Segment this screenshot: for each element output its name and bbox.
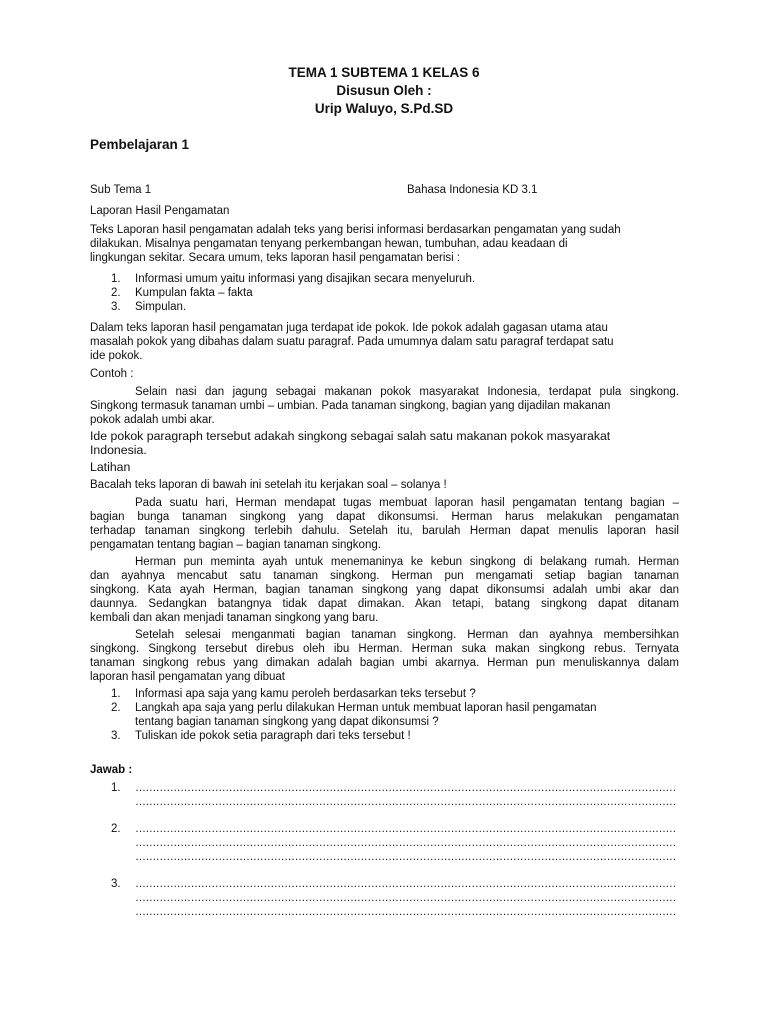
list-item-number: 3.: [111, 301, 121, 313]
answer-line[interactable]: …………………………………………………………………………………………………………………………………………: [135, 851, 676, 863]
ide-pokok-line-3: ide pokok.: [90, 350, 143, 362]
header-title: TEMA 1 SUBTEMA 1 KELAS 6: [288, 65, 480, 80]
answer-line[interactable]: …………………………………………………………………………………………………………………………………………: [135, 878, 676, 890]
list-item-number: 1.: [111, 273, 121, 285]
contoh-line-2: Singkong termasuk tanaman umbi – umbian. Pada tanaman singkong, bagian yang dijadilan makanan: [90, 400, 611, 412]
list-item-text: Informasi umum yaitu informasi yang disajikan secara menyeluruh.: [135, 273, 476, 285]
story-p2-line-3: singkong. Kata ayah Herman, bagian tanaman singkong yang dapat dikonsumsi adalah umbi akar dan: [90, 584, 679, 596]
answer-number: 1.: [111, 782, 121, 794]
question-number: 3.: [111, 730, 121, 742]
list-item-number: 2.: [111, 287, 121, 299]
intro-line-2: dilakukan. Misalnya pengamatan tenyang perkembangan hewan, tumbuhan, adau keadaan di: [90, 238, 568, 250]
answer-line[interactable]: …………………………………………………………………………………………………………………………………………: [135, 837, 676, 849]
question-text: Langkah apa saja yang perlu dilakukan Herman untuk membuat laporan hasil pengamatan: [135, 702, 597, 714]
contoh-label: Contoh :: [90, 368, 134, 380]
question-number: 1.: [111, 688, 121, 700]
answer-line[interactable]: …………………………………………………………………………………………………………………………………………: [135, 906, 676, 918]
story-p1-line-1: Pada suatu hari, Herman mendapat tugas membuat laporan hasil pengamatan tentang bagian –: [135, 497, 679, 509]
intro-line-1: Teks Laporan hasil pengamatan adalah teks yang berisi informasi berdasarkan pengamatan yang sudah: [90, 224, 621, 236]
story-p3-line-2: singkong. Singkong tersebut direbus oleh ibu Herman. Herman suka makan singkong rebus. Ternyata: [90, 643, 679, 655]
list-item-text: Kumpulan fakta – fakta: [135, 287, 253, 299]
question-text: Informasi apa saja yang kamu peroleh berdasarkan teks tersebut ?: [135, 688, 476, 700]
contoh-ide-line-2: Indonesia.: [90, 443, 147, 457]
story-p3-line-1: Setelah selesai menganmati bagian tanaman singkong. Herman dan ayahnya membersihkan: [135, 629, 679, 641]
story-p1-line-2: bagian bunga tanaman singkong yang dapat dikonsumsi. Herman harus melakukan pengamatan: [90, 511, 679, 523]
ide-pokok-line-2: masalah pokok yang dibahas dalam suatu paragraf. Pada umumnya dalam satu paragraf terdapat satu: [90, 336, 614, 348]
intro-line-3: lingkungan sekitar. Secara umum, teks laporan hasil pengamatan berisi :: [90, 252, 461, 264]
question-number: 2.: [111, 702, 121, 714]
contoh-line-1: Selain nasi dan jagung sebagai makanan pokok masyarakat Indonesia, terdapat pula singkong.: [135, 386, 679, 398]
story-p1-line-4: pengamatan tentang bagian – bagian tanaman singkong.: [90, 539, 381, 551]
header-author-name: Urip Waluyo, S.Pd.SD: [314, 101, 454, 116]
story-p2-line-2: dan ayahnya mencabut satu tanaman singkong. Herman pun mengamati setiap bagian tanaman: [90, 570, 679, 582]
answer-line[interactable]: …………………………………………………………………………………………………………………………………………: [135, 823, 676, 835]
story-p2-line-1: Herman pun meminta ayah untuk menemaninya ke kebun singkong di belakang rumah. Herman: [135, 556, 679, 568]
meta-subject: Bahasa Indonesia KD 3.1: [407, 184, 538, 196]
contoh-line-3: pokok adalah umbi akar.: [90, 414, 215, 426]
ide-pokok-line-1: Dalam teks laporan hasil pengamatan juga terdapat ide pokok. Ide pokok adalah gagasan utama atau: [90, 322, 608, 334]
story-p3-line-4: laporan hasil pengamatan yang dibuat: [90, 671, 286, 683]
answer-line[interactable]: …………………………………………………………………………………………………………………………………………: [135, 796, 676, 808]
question-text: tentang bagian tanaman singkong yang dapat dikonsumsi ?: [135, 716, 439, 728]
story-p1-line-3: terhadap tanaman singkong terlebih dahulu. Setelah itu, barulah Herman dapat menulis laporan hasil: [90, 525, 679, 537]
answer-line[interactable]: …………………………………………………………………………………………………………………………………………: [135, 892, 676, 904]
contoh-ide-line-1: Ide pokok paragraph tersebut adakah singkong sebagai salah satu makanan pokok masyarakat: [90, 429, 611, 443]
header-author-label: Disusun Oleh :: [336, 83, 432, 98]
list-item-text: Simpulan.: [135, 301, 187, 313]
answer-number: 2.: [111, 823, 121, 835]
story-p3-line-3: tanaman singkong rebus yang dimakan adalah bagian umbi akarnya. Herman pun menuliskannya dalam: [90, 657, 679, 669]
latihan-label: Latihan: [90, 460, 131, 474]
question-text: Tuliskan ide pokok setia paragraph dari teks tersebut !: [135, 730, 411, 742]
answer-line[interactable]: …………………………………………………………………………………………………………………………………………: [135, 782, 676, 794]
jawab-label: Jawab :: [90, 764, 133, 776]
story-p2-line-5: kembali dan akan menjadi tanaman singkong yang baru.: [90, 612, 379, 624]
topic-heading: Laporan Hasil Pengamatan: [90, 205, 230, 217]
instruction-text: Bacalah teks laporan di bawah ini setelah itu kerjakan soal – solanya !: [90, 479, 447, 491]
section-title: Pembelajaran 1: [90, 137, 190, 152]
answer-number: 3.: [111, 878, 121, 890]
story-p2-line-4: daunnya. Sedangkan batangnya tidak dapat dimakan. Akan tetapi, batang singkong dapat ditanam: [90, 598, 679, 610]
meta-subtema: Sub Tema 1: [90, 184, 152, 196]
